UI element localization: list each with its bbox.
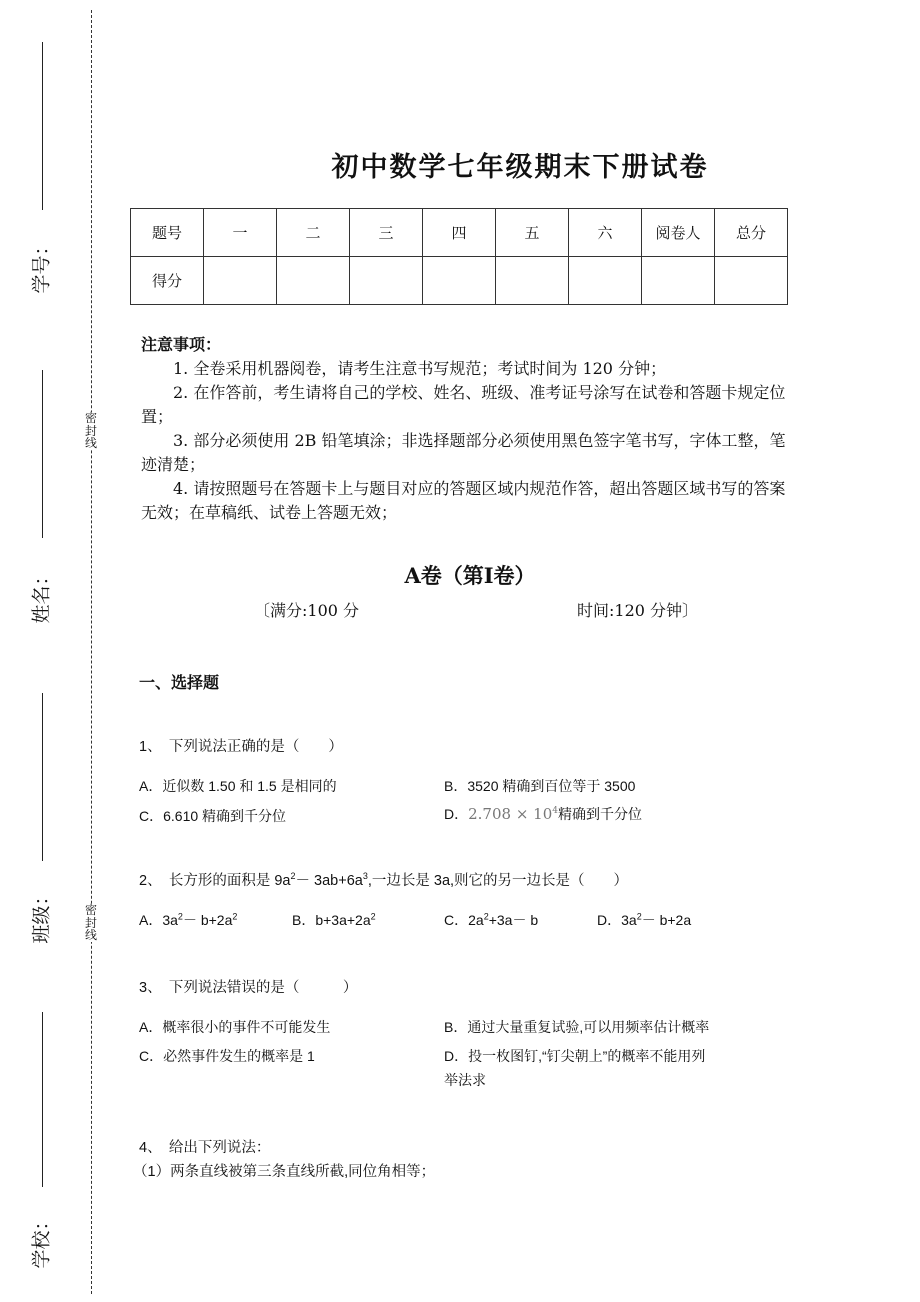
question-3-option-c[interactable]: C．必然事件发生的概率是 1	[139, 1048, 315, 1064]
header-cell: 三	[350, 209, 423, 257]
question-1-option-b[interactable]: B．3520 精确到百位等于 3500	[444, 778, 636, 794]
header-cell: 题号	[131, 209, 204, 257]
student-id-label: 学号：	[30, 236, 53, 294]
header-cell: 六	[569, 209, 642, 257]
option-exponent: 2	[636, 911, 642, 922]
stem-part: ,一边长是 3a,则它的另一边长是（ ）	[367, 873, 629, 889]
question-1-option-d[interactable]	[444, 804, 642, 824]
option-exponent: 2	[177, 911, 183, 922]
name-label: 姓名：	[30, 566, 53, 624]
notes-heading: 注意事项：	[141, 335, 222, 354]
part-one-heading: 一、选择题	[139, 673, 220, 692]
school-label: 学校：	[30, 1211, 53, 1269]
question-2-option-c[interactable]	[444, 910, 538, 930]
score-cell[interactable]	[423, 257, 496, 305]
header-cell: 二	[277, 209, 350, 257]
option-part: B．b+3a+2a	[292, 912, 371, 928]
option-exponent: 2	[483, 911, 489, 922]
option-d-math	[468, 805, 558, 823]
option-exponent: 2	[370, 911, 376, 922]
option-d-suffix: 精确到千分位	[558, 806, 642, 822]
header-cell: 一	[204, 209, 277, 257]
score-cell[interactable]	[496, 257, 569, 305]
option-d-line-2: 举法求	[444, 1072, 486, 1088]
score-table-header-row	[131, 209, 788, 257]
question-3-option-a[interactable]: A．概率很小的事件不可能发生	[139, 1019, 331, 1035]
class-fill-line	[42, 693, 43, 861]
option-part: +3a－ b	[488, 912, 539, 928]
note-item: 1. 全卷采用机器阅卷，请考生注意书写规范；考试时间为 120 分钟；	[173, 359, 667, 378]
header-cell: 阅卷人	[642, 209, 715, 257]
question-2-option-b[interactable]	[292, 910, 376, 930]
stem-part: 2、 长方形的面积是 9a	[139, 873, 291, 889]
exam-title: 初中数学七年级期末下册试卷	[331, 152, 709, 183]
question-4-item-1: （1）两条直线被第三条直线所截,同位角相等；	[133, 1164, 436, 1180]
math-base: 2.708 × 10	[468, 805, 553, 823]
question-3-option-d[interactable]	[444, 1046, 705, 1090]
score-row-label: 得分	[131, 257, 204, 305]
question-1-option-c[interactable]: C．6.610 精确到千分位	[139, 808, 287, 824]
exam-notes	[141, 333, 791, 525]
score-table-score-row	[131, 257, 788, 305]
question-1-stem: 1、 下列说法正确的是（ ）	[139, 739, 343, 755]
option-part: C．2a	[444, 912, 484, 928]
binding-dashed-line	[91, 10, 92, 1294]
score-cell[interactable]	[715, 257, 788, 305]
option-exponent: 2	[232, 911, 238, 922]
question-4-stem: 4、 给出下列说法：	[139, 1140, 271, 1156]
stem-exponent: 2	[290, 871, 296, 882]
student-id-fill-line	[42, 42, 43, 210]
note-item: 3. 部分必须使用 2B 铅笔填涂；非选择题部分必须使用黑色签字笔书写，字体工整，笔迹清楚；	[141, 431, 786, 474]
option-part: － b+2a	[641, 912, 692, 928]
header-cell: 总分	[715, 209, 788, 257]
section-title: A卷（第Ⅰ卷）	[404, 563, 536, 588]
option-d-prefix: D．	[444, 806, 469, 822]
note-item: 4. 请按照题号在答题卡上与题目对应的答题区域内规范作答，超出答题区域书写的答案无效；在草稿纸、试卷上答题无效；	[141, 479, 786, 522]
header-cell: 五	[496, 209, 569, 257]
stem-exponent: 3	[362, 871, 368, 882]
full-marks: 〔满分:100 分	[254, 601, 360, 620]
exam-time: 时间:120 分钟〕	[577, 601, 699, 620]
name-fill-line	[42, 370, 43, 538]
class-label: 班级：	[30, 886, 53, 944]
question-3-stem: 3、 下列说法错误的是（ ）	[139, 980, 358, 996]
seal-line-text-top: 密封线	[84, 411, 97, 451]
option-part: － b+2a	[182, 912, 233, 928]
question-3-option-b[interactable]: B．通过大量重复试验,可以用频率估计概率	[444, 1019, 710, 1035]
question-2-option-a[interactable]	[139, 910, 237, 930]
option-part: D．3a	[597, 912, 637, 928]
question-1-option-a[interactable]: A．近似数 1.50 和 1.5 是相同的	[139, 778, 337, 794]
score-cell[interactable]	[277, 257, 350, 305]
option-part: A．3a	[139, 912, 178, 928]
school-fill-line	[42, 1012, 43, 1187]
seal-line-text-bottom: 密封线	[84, 903, 97, 943]
score-table	[130, 208, 788, 305]
question-2-option-d[interactable]	[597, 910, 691, 930]
option-d-line-1: D．投一枚图钉,“钉尖朝上”的概率不能用列	[444, 1048, 706, 1064]
stem-part: － 3ab+6a	[295, 873, 363, 889]
score-cell[interactable]	[569, 257, 642, 305]
score-cell[interactable]	[642, 257, 715, 305]
header-cell: 四	[423, 209, 496, 257]
math-exponent: 4	[552, 806, 558, 816]
note-item: 2. 在作答前，考生请将自己的学校、姓名、班级、准考证号涂写在试卷和答题卡规定位置；	[141, 383, 786, 426]
score-cell[interactable]	[204, 257, 277, 305]
score-cell[interactable]	[350, 257, 423, 305]
question-2-stem	[139, 869, 628, 890]
